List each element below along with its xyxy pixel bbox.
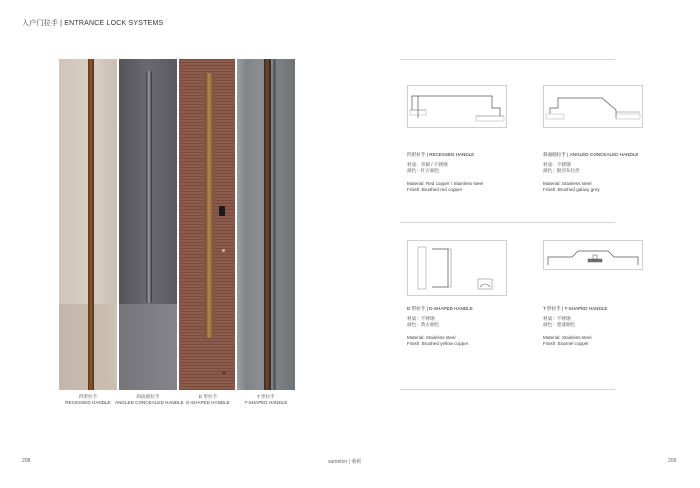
- page-header-title: 入户门拉手 | ENTRANCE LOCK SYSTEMS: [22, 20, 164, 27]
- recessed-handle-groove: [88, 59, 94, 390]
- spec-color-cn: 颜色：银河灰拉丝: [543, 168, 580, 173]
- panel-caption-cn: 斜面暗拉手: [136, 394, 160, 399]
- d-shaped-handle-profile-icon: [407, 240, 507, 296]
- spec-color-cn: 颜色：红古铜色: [407, 168, 440, 173]
- spec-title: 斜面暗拉手 | ANGLED CONCEALED HANDLE: [543, 152, 639, 157]
- angled-concealed-handle-slot: [146, 71, 152, 303]
- spec-finish-en: Finish: Brushed galaxy grey: [543, 187, 600, 192]
- spec-title: 凹形拉手 | RECESSED HANDLE: [407, 152, 475, 157]
- panel-caption: [233, 394, 299, 406]
- spec-finish-en: Finish: Enamel copper: [543, 341, 589, 346]
- d-shaped-handle-spec: [407, 306, 473, 348]
- d-shaped-handle-bar: [205, 73, 213, 338]
- t-shaped-handle-door-panel: [237, 59, 295, 390]
- d-shaped-handle-door-panel: [179, 59, 235, 390]
- door-frame-edge: [237, 59, 247, 390]
- spec-material-cn: 材质：不锈钢: [543, 161, 571, 167]
- panel-caption-en: RECESSED HANDLE: [65, 400, 111, 405]
- door-detail-dot: [223, 372, 225, 374]
- page-number-left: 208: [22, 458, 31, 464]
- spec-color-cn: 颜色：瓷漆铜色: [543, 322, 576, 327]
- spec-material-cn: 材质：不锈钢: [407, 315, 435, 321]
- spec-material-cn: 材质：青铜 / 不锈钢: [407, 161, 448, 167]
- t-shaped-handle-spec: [543, 306, 607, 348]
- panel-caption-cn: 凹形拉手: [78, 394, 98, 399]
- panel-caption-en: D-SHAPED HANDLE: [186, 400, 230, 405]
- panel-caption-cn: D 形拉手: [198, 394, 218, 399]
- panel-caption-cn: T 形拉手: [257, 394, 275, 399]
- divider: [400, 389, 615, 390]
- spec-material-en: Material: Stainless steel: [407, 334, 456, 340]
- t-shaped-handle-rail: [273, 59, 276, 390]
- panel-lower-section: [119, 304, 177, 390]
- spec-material-en: Material: Red copper / Stainless steel: [407, 180, 484, 186]
- panel-caption: [175, 394, 241, 406]
- panel-caption: [55, 394, 121, 406]
- recessed-handle-spec: [407, 152, 483, 194]
- page-number-right: 209: [668, 458, 677, 464]
- spec-color-cn: 颜色：黄古铜色: [407, 322, 440, 327]
- angled-concealed-handle-door-panel: [119, 59, 177, 390]
- panel-caption: [115, 394, 184, 406]
- spec-material-cn: 材质：不锈钢: [543, 315, 571, 321]
- spec-finish-en: Finish: Brushed red copper: [407, 187, 463, 192]
- angled-concealed-handle-profile-icon: [543, 85, 643, 128]
- divider: [400, 222, 615, 223]
- smart-lock-keypad-icon: [219, 206, 225, 216]
- recessed-handle-profile-icon: [407, 85, 507, 128]
- spec-title: D 形拉手 | D-SHAPED HANDLE: [407, 306, 473, 311]
- keyhole-icon: [222, 249, 225, 252]
- angled-concealed-handle-spec: [543, 152, 638, 194]
- spec-material-en: Material: Stainless steel: [543, 180, 592, 186]
- recessed-handle-door-panel: [59, 59, 117, 390]
- brand-footer: sameton | 桑顿: [328, 459, 362, 465]
- divider: [400, 59, 615, 60]
- panel-caption-en: T-SHAPED HANDLE: [244, 400, 288, 405]
- t-shaped-handle-bar: [264, 59, 271, 390]
- t-shaped-handle-profile-icon: [543, 240, 643, 270]
- panel-caption-en: ANGLED CONCEALED HANDLE: [115, 400, 184, 405]
- spec-title: T 形拉手 | T-SHAPED HANDLE: [543, 306, 608, 311]
- spec-finish-en: Finish: Brushed yellow copper: [407, 341, 469, 346]
- spec-material-en: Material: Stainless steel: [543, 334, 592, 340]
